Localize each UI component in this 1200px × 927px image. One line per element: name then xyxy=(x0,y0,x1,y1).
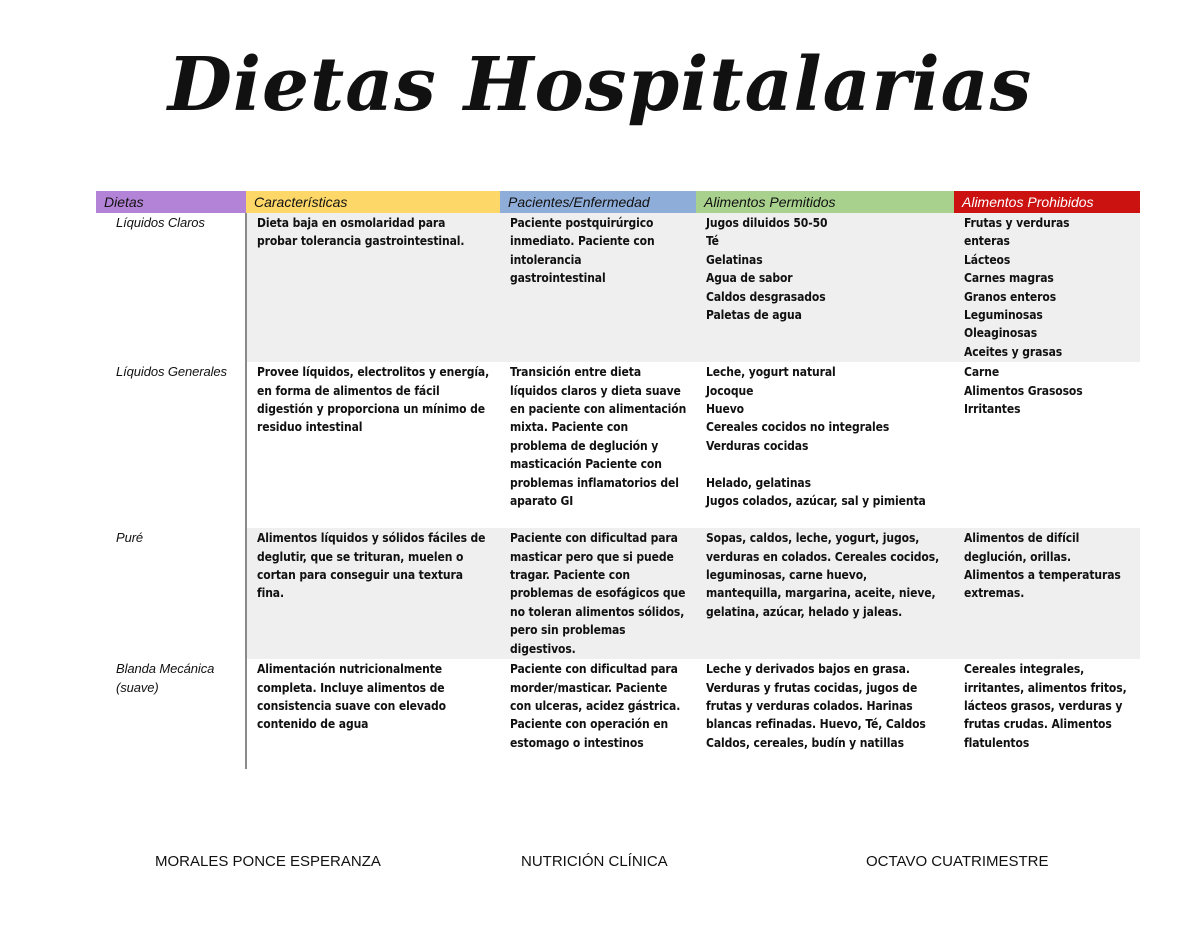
blank-line xyxy=(706,455,946,473)
table-row xyxy=(96,659,1140,769)
list-item: Té xyxy=(706,234,719,249)
list-item: Huevo xyxy=(706,402,745,417)
list-item: Irritantes xyxy=(964,402,1021,417)
header-permitidos: Alimentos Permitidos xyxy=(696,191,954,213)
prohibidos-cell xyxy=(954,362,1140,528)
table-row xyxy=(96,362,1140,528)
list-item: enteras xyxy=(964,234,1010,249)
diet-name-cell: Puré xyxy=(96,528,246,659)
list-item: Jocoque xyxy=(706,383,754,398)
diet-name-cell: Líquidos Claros xyxy=(96,213,246,362)
header-caracteristicas: Características xyxy=(246,191,500,213)
prohibidos-cell xyxy=(954,213,1140,362)
diet-name-cell: Líquidos Generales xyxy=(116,364,227,380)
list-item: Leguminosas xyxy=(964,308,1043,323)
list-item: Jugos colados, azúcar, sal y pimienta xyxy=(706,494,926,509)
diet-table xyxy=(96,191,1140,769)
permitidos-cell: Sopas, caldos, leche, yogurt, jugos, verduras en colados. Cereales cocidos, leguminosas, carne huevo, mantequilla, margarina, aceite, nieve, gelatina, azúcar, helado y jaleas. xyxy=(696,528,954,659)
table-header-row xyxy=(96,191,1140,213)
list-item: Carnes magras xyxy=(964,271,1054,286)
list-item: Leche, yogurt natural xyxy=(706,365,836,380)
diet-name-cell: Blanda Mecánica (suave) xyxy=(116,661,215,695)
header-pacientes: Pacientes/Enfermedad xyxy=(500,191,696,213)
caracteristicas-cell: Provee líquidos, electrolitos y energía, en forma de alimentos de fácil digestión y proporciona un mínimo de residuo intestinal xyxy=(246,362,500,528)
list-item: Jugos diluidos 50-50 xyxy=(706,216,828,230)
list-item: Carne xyxy=(964,365,1000,380)
permitidos-cell xyxy=(696,362,954,528)
pacientes-cell: Paciente postquirúrgico inmediato. Paciente con intolerancia gastrointestinal xyxy=(500,213,696,362)
footer-term: OCTAVO CUATRIMESTRE xyxy=(866,853,1049,870)
header-dietas: Dietas xyxy=(96,191,246,213)
page-title: Dietas Hospitalarias xyxy=(167,42,1033,128)
list-item: Caldos desgrasados xyxy=(706,289,826,304)
list-item: Gelatinas xyxy=(706,252,763,267)
list-item: Granos enteros xyxy=(964,289,1057,304)
list-item: Oleaginosas xyxy=(964,326,1038,341)
permitidos-cell xyxy=(696,213,954,362)
pacientes-cell: Transición entre dieta líquidos claros y dieta suave en paciente con alimentación mixta. Paciente con problema de deglución y masticación Paciente con problemas inflamatorios del aparato GI xyxy=(510,365,687,509)
list-item: Verduras cocidas xyxy=(706,438,809,453)
prohibidos-cell: Alimentos de difícil deglución, orillas. Alimentos a temperaturas extremas. xyxy=(954,528,1140,659)
caracteristicas-cell: Alimentación nutricionalmente completa. Incluye alimentos de consistencia suave con elevado contenido de agua xyxy=(246,659,500,769)
list-item: Paletas de agua xyxy=(706,308,802,323)
list-item: Cereales cocidos no integrales xyxy=(706,420,890,435)
list-item: Alimentos Grasosos xyxy=(964,383,1083,398)
caracteristicas-cell: Dieta baja en osmolaridad para probar tolerancia gastrointestinal. xyxy=(246,213,500,362)
pacientes-cell: Paciente con dificultad para morder/masticar. Paciente con ulceras, acidez gástrica. Paciente con operación en estomago o intestinos xyxy=(510,662,681,750)
list-item: Frutas y verduras xyxy=(964,216,1070,230)
caracteristicas-cell: Alimentos líquidos y sólidos fáciles de deglutir, que se trituran, muelen o cortan para conseguir una textura fina. xyxy=(246,528,500,659)
list-item: Agua de sabor xyxy=(706,271,793,286)
list-item: Helado, gelatinas xyxy=(706,475,811,490)
footer-author: MORALES PONCE ESPERANZA xyxy=(155,853,381,870)
pacientes-cell: Paciente con dificultad para masticar pero que si puede tragar. Paciente con problemas de esofágicos que no toleran alimentos sólidos, pero sin problemas digestivos. xyxy=(500,528,696,659)
list-item: Lácteos xyxy=(964,252,1011,267)
prohibidos-cell: Cereales integrales, irritantes, alimentos fritos, lácteos grasos, verduras y frutas crudas. Alimentos flatulentos xyxy=(964,662,1127,750)
table-row xyxy=(96,213,1140,362)
permitidos-cell: Leche y derivados bajos en grasa. Verduras y frutas cocidas, jugos de frutas y verduras colados. Harinas blancas refinadas. Huevo, Té, Caldos Caldos, cereales, budín y natillas xyxy=(706,662,926,750)
list-item: Aceites y grasas xyxy=(964,344,1063,359)
table-row xyxy=(96,528,1140,659)
header-prohibidos: Alimentos Prohibidos xyxy=(954,191,1140,213)
footer-subject: NUTRICIÓN CLÍNICA xyxy=(521,853,668,870)
